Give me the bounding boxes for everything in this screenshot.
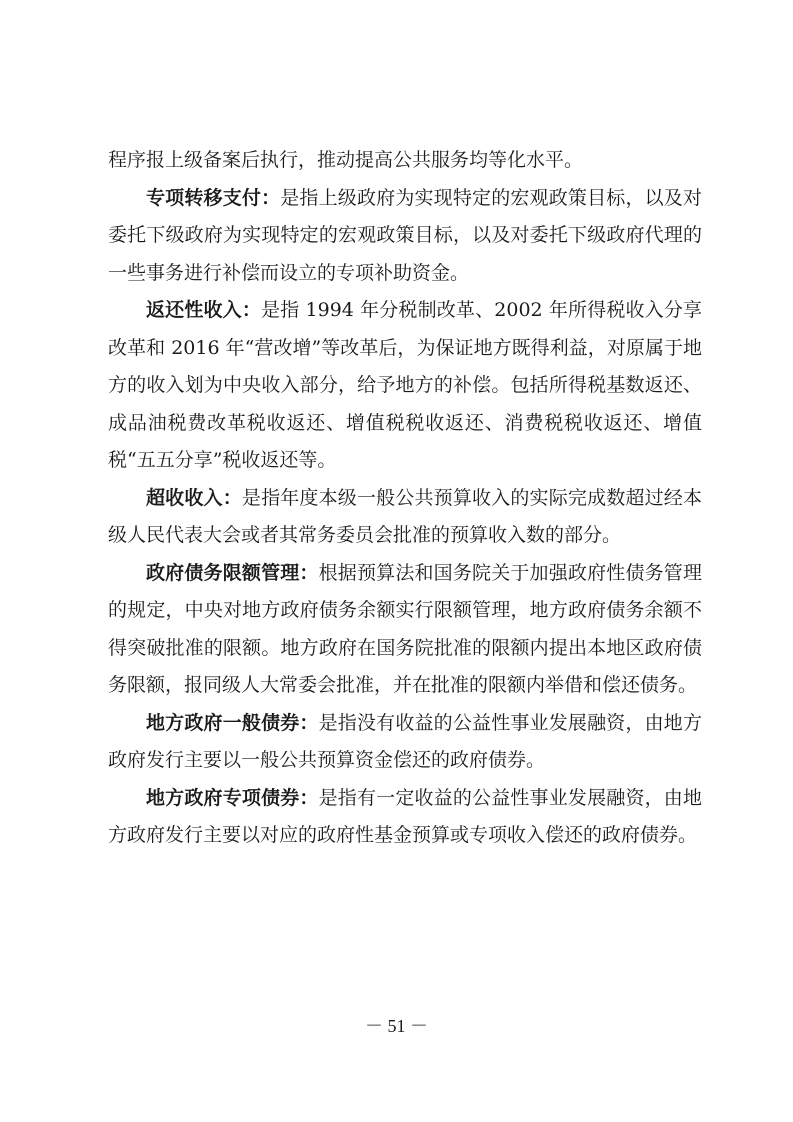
paragraph-special-transfer [108,180,702,293]
paragraph-text: 是指有一定收益的公益性事业发展融资，由地方政府发行主要以对应的政府性基金预算或专项收入偿还的政府债券。 [108,786,702,846]
paragraph-general-bond [108,705,702,780]
page-number: － 51 － [365,1016,428,1036]
paragraph-text: 根据预算法和国务院关于加强政府性债务管理的规定，中央对地方政府债务余额实行限额管理，地方政府债务余额不得突破批准的限额。地方政府在国务院批准的限额内提出本地区政府债务限额，报同级人大常委会批准，并在批准的限额内举借和偿还债务。 [108,561,702,696]
paragraph-returned-revenue [108,292,702,480]
paragraph-text: 是指上级政府为实现特定的宏观政策目标，以及对委托下级政府为实现特定的宏观政策目标，以及对委托下级政府代理的一些事务进行补偿而设立的专项补助资金。 [108,186,702,284]
term-heading: 专项转移支付： [146,186,281,209]
body-text [108,142,702,855]
paragraph-excess-revenue [108,480,702,555]
term-heading: 地方政府专项债券： [146,786,319,809]
paragraph-debt-limit [108,555,702,705]
term-heading: 返还性收入： [146,299,261,321]
paragraph-text: 是指 1994 年分税制改革、2002 年所得税收入分享改革和 2016 年“营改增”等改革后，为保证地方既得利益，对原属于地方的收入划为中央收入部分，给予地方的补偿。包括所得税基数返还、成品油税费改革税收返还、增值税税收返还、消费税税收返还、增值税“五五分享”税收返还等。 [108,299,702,471]
paragraph-text: 是指年度本级一般公共预算收入的实际完成数超过经本级人民代表大会或者其常务委员会批准的预算收入数的部分。 [108,486,702,546]
paragraph-special-bond [108,780,702,855]
term-heading: 超收收入： [146,486,242,509]
paragraph-continuation [108,142,702,180]
term-heading: 地方政府一般债券： [146,711,319,734]
term-heading: 政府债务限额管理： [146,561,319,584]
paragraph-text: 程序报上级备案后执行，推动提高公共服务均等化水平。 [108,149,584,171]
paragraph-text: 是指没有收益的公益性事业发展融资，由地方政府发行主要以一般公共预算资金偿还的政府债券。 [108,711,702,771]
